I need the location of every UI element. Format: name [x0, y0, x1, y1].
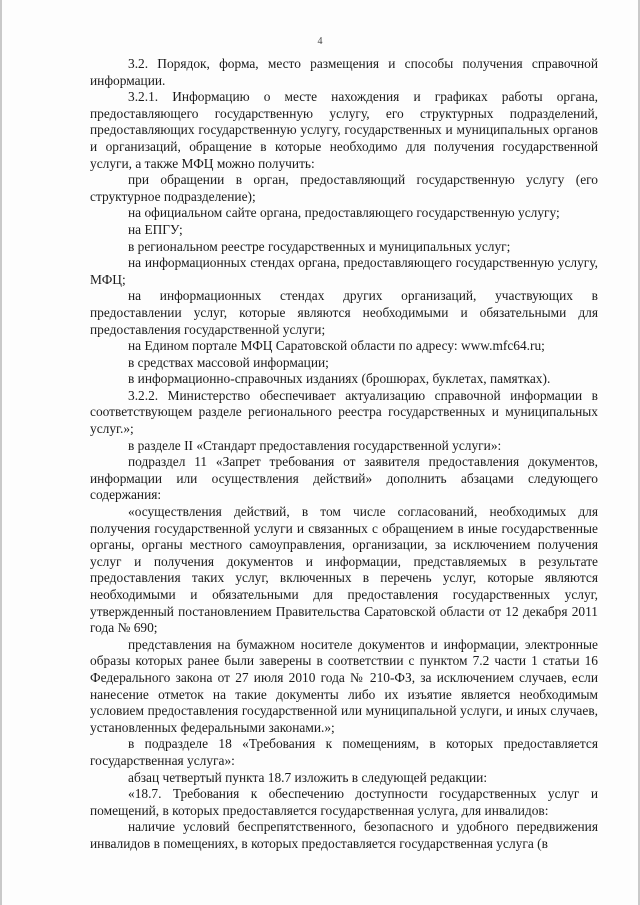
paragraph: подраздел 11 «Запрет требования от заявителя предоставления документов, информации или осуществления действий» дополнить абзацами следующего содержания: — [90, 454, 598, 503]
paragraph: на информационных стендах других организаций, участвующих в предоставлении услуг, которые являются необходимыми и обязательными для предоставления государственной услуги; — [90, 288, 598, 337]
paragraph: на официальном сайте органа, предоставляющего государственную услугу; — [128, 205, 560, 221]
paragraph: 3.2.1. Информацию о месте нахождения и графиках работы органа, предоставляющего государственную услугу, его структурных подразделений, предоставляющих государственную услугу, государственных и муниципальных органов и организаций, обращение в которые необходимо для получения государственной услуги, а также МФЦ можно получить: — [90, 89, 598, 171]
paragraph: при обращении в орган, предоставляющий государственную услугу (его структурное подразделение); — [90, 172, 598, 204]
document-text — [90, 56, 598, 853]
paragraph: 3.2.2. Министерство обеспечивает актуализацию справочной информации в соответствующем разделе регионального реестра государственных и муниципальных услуг.»; — [90, 387, 598, 437]
paragraph: на ЕПГУ; — [128, 221, 183, 237]
paragraph: в средствах массовой информации; — [128, 354, 329, 370]
paragraph: в региональном реестре государственных и муниципальных услуг; — [128, 238, 511, 254]
page-edge-left — [0, 0, 2, 905]
page-number: 4 — [317, 36, 323, 47]
paragraph: абзац четвертый пункта 18.7 изложить в следующей редакции: — [128, 769, 488, 785]
paragraph: «18.7. Требования к обеспечению доступности государственных услуг и помещений, в которых предоставляется государственная услуга, для инвалидов: — [90, 786, 598, 818]
paragraph: в подразделе 18 «Требования к помещениям, в которых предоставляется государственная услуга»: — [90, 736, 598, 768]
paragraph: на информационных стендах органа, предоставляющего государственную услугу, МФЦ; — [90, 255, 598, 287]
paragraph: 3.2. Порядок, форма, место размещения и способы получения справочной информации. — [90, 56, 598, 88]
paragraph: представления на бумажном носителе документов и информации, электронные образы которых ранее были заверены в соответствии с пунктом 7.2 части 1 статьи 16 Федерального закона от 27 июля 2010 года № 210-ФЗ, за исключением случаев, если нанесение отметок на такие документы либо их изъятие является необходимым условием предоставления государственной или муниципальной услуги, и иных случаев, установленных федеральными законами.»; — [90, 636, 598, 735]
paragraph: на Едином портале МФЦ Саратовской области по адресу: www.mfc64.ru; — [128, 338, 545, 354]
paragraph: в разделе II «Стандарт предоставления государственной услуги»: — [128, 437, 502, 453]
paragraph: наличие условий беспрепятственного, безопасного и удобного передвижения инвалидов в помещениях, в которых предоставляется государственная услуга (в — [90, 819, 598, 851]
paragraph: в информационно-справочных изданиях (брошюрах, буклетах, памятках). — [128, 371, 551, 387]
paragraph: «осуществления действий, в том числе согласований, необходимых для получения государственной услуги и связанных с обращением в иные государственные органы, органы местного самоуправления, организации, за исключением получения услуг и получения документов и информации, представляемых в результате предоставления таких услуг, включенных в перечень услуг, которые являются необходимыми и обязательными для предоставления государственных услуг, утвержденный постановлением Правительства Саратовской области от 12 декабря 2011 года № 690; — [90, 504, 598, 636]
